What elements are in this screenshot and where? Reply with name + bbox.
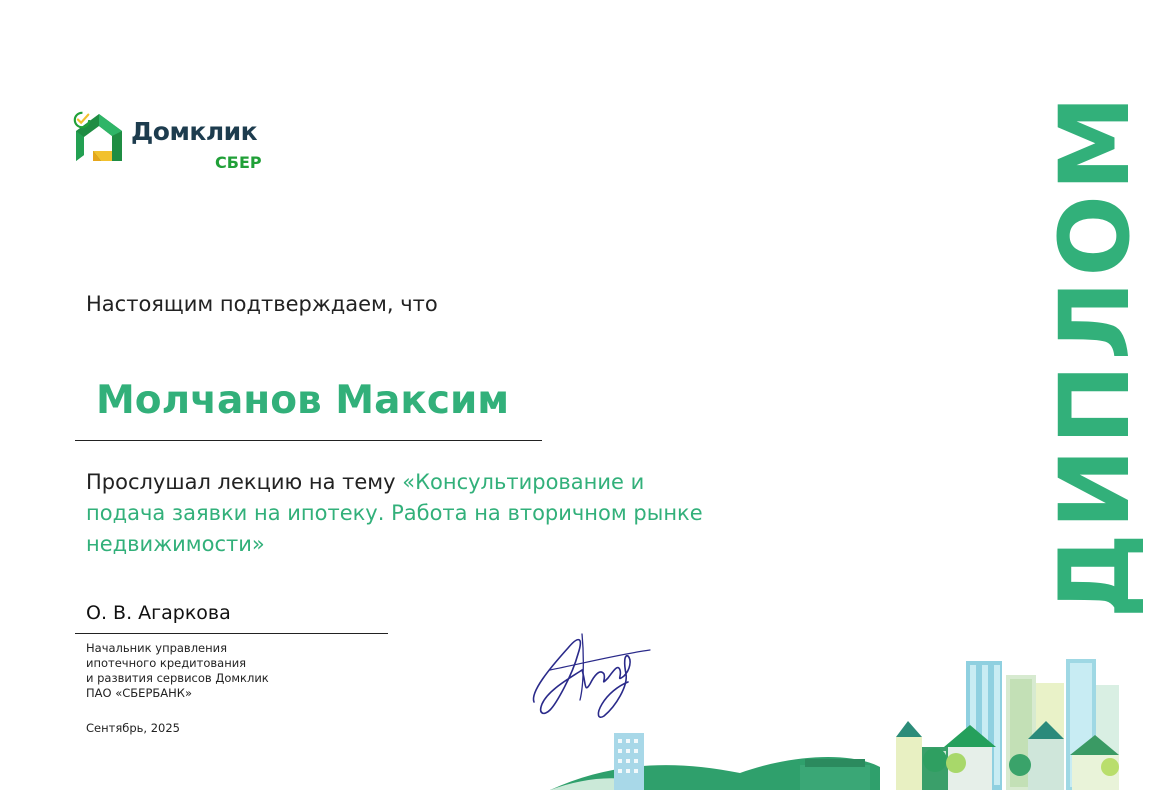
- city-illustration: [550, 655, 1119, 790]
- role-line: и развития сервисов Домклик: [86, 671, 269, 685]
- sber-check-icon: [73, 111, 91, 129]
- intro-text: Настоящим подтверждаем, что: [86, 292, 438, 316]
- signatory-name: О. В. Агаркова: [86, 602, 231, 624]
- lecture-text: [86, 467, 726, 560]
- diploma-title: ДИПЛОМ: [1039, 91, 1151, 619]
- role-line: ипотечного кредитования: [86, 656, 247, 670]
- brand-name: Домклик: [131, 117, 258, 146]
- recipient-name: Молчанов Максим: [96, 378, 510, 423]
- issue-date: Сентябрь, 2025: [86, 721, 180, 735]
- name-underline: [75, 440, 542, 441]
- signatory-role: [86, 641, 386, 701]
- lecture-topic: «Консультирование и подача заявки на ипотеку. Работа на вторичном рынке недвижимости»: [86, 470, 703, 556]
- role-line: Начальник управления: [86, 641, 228, 655]
- sber-name: СБЕР: [215, 153, 262, 172]
- signatory-underline: [75, 633, 388, 634]
- lecture-prefix: Прослушал лекцию на тему: [86, 470, 403, 494]
- role-line: ПАО «СБЕРБАНК»: [86, 686, 192, 700]
- domclick-logo: [73, 111, 273, 177]
